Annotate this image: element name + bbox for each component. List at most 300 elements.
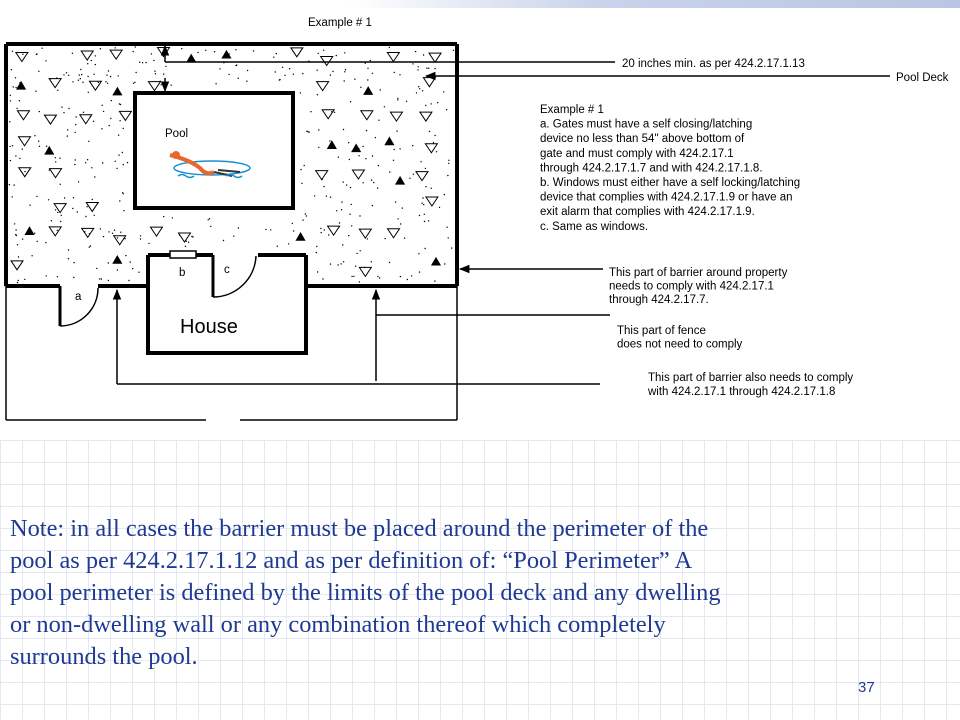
deck-triangle [396, 177, 404, 184]
deck-dot [188, 242, 189, 243]
deck-dot [68, 258, 69, 259]
deck-dot [322, 179, 323, 180]
deck-dot [68, 75, 69, 76]
deck-dot [103, 111, 104, 112]
deck-dot [366, 130, 367, 131]
deck-dot [39, 111, 40, 112]
deck-dot [135, 72, 136, 73]
deck-dot [422, 90, 423, 91]
deck-dot [161, 84, 162, 85]
callout-barrier [609, 267, 788, 306]
deck-dot [350, 101, 351, 102]
deck-dot [318, 129, 319, 130]
deck-dot [15, 155, 16, 156]
deck-dot [351, 204, 352, 205]
deck-dot [29, 228, 30, 229]
deck-dot [423, 54, 424, 55]
deck-dot [87, 159, 88, 160]
deck-dot [337, 264, 338, 265]
deck-dot [93, 74, 94, 75]
deck-dot [73, 262, 74, 263]
deck-dot [367, 238, 368, 239]
deck-dot [277, 246, 278, 247]
deck-dot [320, 228, 321, 229]
deck-triangle [178, 233, 190, 242]
deck-dot [348, 235, 349, 236]
deck-dot [302, 73, 303, 74]
deck-dot [247, 70, 248, 71]
deck-dot [372, 73, 373, 74]
deck-dot [448, 163, 449, 164]
deck-dot [400, 223, 401, 224]
deck-dot [72, 81, 73, 82]
deck-dot [364, 267, 365, 268]
deck-dot [115, 47, 116, 48]
deck-dot [77, 211, 78, 212]
deck-dot [91, 167, 92, 168]
deck-dot [344, 71, 345, 72]
deck-dot [17, 244, 18, 245]
deck-dot [360, 87, 361, 88]
deck-dot [448, 160, 449, 161]
deck-dot [57, 212, 58, 213]
deck-dot [88, 141, 89, 142]
deck-dot [205, 50, 206, 51]
deck-dot [359, 215, 360, 216]
deck-dot [12, 145, 13, 146]
deck-dot [63, 74, 64, 75]
window-b-label: b [179, 267, 186, 279]
deck-dot [275, 71, 276, 72]
deck-triangle [385, 137, 393, 144]
deck-dot [127, 162, 128, 163]
deck-triangle [82, 228, 94, 237]
deck-dot [123, 128, 124, 129]
text-line: This part of barrier around property [609, 267, 788, 279]
deck-dot [426, 68, 427, 69]
deck-dot [94, 215, 95, 216]
deck-dot [253, 50, 254, 51]
deck-dot [72, 53, 73, 54]
deck-dot [350, 187, 351, 188]
deck-dot [57, 276, 58, 277]
deck-dot [122, 152, 123, 153]
text-line: c. Same as windows. [540, 220, 649, 233]
deck-dot [91, 60, 92, 61]
deck-dot [46, 275, 47, 276]
deck-dot [56, 77, 57, 78]
deck-dot [38, 71, 39, 72]
deck-dot [9, 146, 10, 147]
deck-dot [22, 238, 23, 239]
deck-triangle [352, 170, 364, 179]
deck-dot [60, 221, 61, 222]
deck-dot [314, 195, 315, 196]
deck-dot [402, 207, 403, 208]
deck-dot [436, 151, 437, 152]
deck-triangle [316, 171, 328, 180]
deck-dot [223, 240, 224, 241]
text-line: through 424.2.17.1.7 and with 424.2.17.1.8. [540, 162, 763, 175]
deck-dot [443, 91, 444, 92]
deck-dot [451, 247, 452, 248]
deck-triangle [426, 197, 438, 206]
deck-dot [419, 271, 420, 272]
deck-dot [163, 73, 164, 74]
deck-triangle [80, 115, 92, 124]
deck-dot [292, 223, 293, 224]
deck-dot [179, 235, 180, 236]
deck-triangle [150, 227, 162, 236]
deck-dot [424, 248, 425, 249]
deck-dot [439, 207, 440, 208]
deck-triangle [89, 81, 101, 90]
deck-dot [11, 69, 12, 70]
text-line: gate and must comply with 424.2.17.1 [540, 147, 734, 160]
deck-dot [89, 233, 90, 234]
deck-triangle [86, 202, 98, 211]
deck-dot [165, 66, 166, 67]
deck-dot [210, 226, 211, 227]
deck-dot [424, 214, 425, 215]
deck-dot [109, 125, 110, 126]
deck-dot [78, 181, 79, 182]
deck-dot [61, 215, 62, 216]
deck-dot [279, 79, 280, 80]
deck-dot [344, 52, 345, 53]
deck-dot [418, 86, 419, 87]
deck-dot [328, 234, 329, 235]
deck-dot [118, 154, 119, 155]
deck-dot [46, 146, 47, 147]
deck-dot [389, 262, 390, 263]
deck-dot [116, 168, 117, 169]
deck-triangle [425, 144, 437, 153]
deck-dot [317, 271, 318, 272]
deck-dot [68, 249, 69, 250]
deck-dot [10, 100, 11, 101]
deck-dot [330, 74, 331, 75]
deck-dot [80, 69, 81, 70]
deck-triangle [317, 82, 329, 91]
deck-dot [67, 135, 68, 136]
deck-dot [31, 255, 32, 256]
deck-dot [19, 158, 20, 159]
pool-label: Pool [165, 128, 189, 140]
deck-dot [55, 157, 56, 158]
deck-dot [79, 74, 80, 75]
deck-dot [417, 69, 418, 70]
deck-dot [246, 81, 247, 82]
deck-dot [117, 269, 118, 270]
deck-dot [209, 218, 210, 219]
deck-dot [393, 160, 394, 161]
deck-dot [424, 221, 425, 222]
deck-dot [397, 98, 398, 99]
deck-dot [276, 53, 277, 54]
deck-triangle [44, 115, 56, 124]
deck-dot [420, 161, 421, 162]
deck-dot [118, 75, 119, 76]
deck-triangle [423, 78, 435, 87]
deck-dot [24, 279, 25, 280]
deck-dot [51, 220, 52, 221]
deck-dot [34, 135, 35, 136]
deck-dot [389, 47, 390, 48]
deck-triangle [119, 111, 131, 120]
house-label: House [180, 316, 238, 338]
deck-dot [68, 108, 69, 109]
deck-dot [9, 184, 10, 185]
deck-dot [422, 197, 423, 198]
deck-dot [112, 233, 113, 234]
text-line: through 424.2.17.7. [609, 293, 709, 306]
deck-dot [35, 91, 36, 92]
deck-dot [354, 79, 355, 80]
deck-dot [423, 204, 424, 205]
deck-dot [18, 280, 19, 281]
deck-dot [18, 256, 19, 257]
deck-dot [123, 164, 124, 165]
deck-dot [39, 146, 40, 147]
deck-dot [367, 68, 368, 69]
deck-dot [323, 50, 324, 51]
deck-dot [118, 135, 119, 136]
deck-dot [48, 199, 49, 200]
deck-dot [362, 146, 363, 147]
deck-dot [349, 159, 350, 160]
deck-dot [191, 236, 192, 237]
deck-dot [140, 235, 141, 236]
deck-dot [135, 46, 136, 47]
deck-dot [22, 149, 23, 150]
fence-leader [376, 290, 610, 381]
deck-dot [148, 243, 149, 244]
text-line: This part of barrier also needs to comply [648, 372, 854, 384]
deck-dot [353, 276, 354, 277]
deck-dot [358, 155, 359, 156]
deck-dot [394, 72, 395, 73]
text-line: This part of fence [617, 325, 706, 337]
deck-dot [19, 82, 20, 83]
deck-dot [289, 68, 290, 69]
deck-dot [343, 129, 344, 130]
deck-dot [341, 209, 342, 210]
deck-dot [351, 276, 352, 277]
deck-triangle [81, 51, 93, 60]
deck-dot [324, 229, 325, 230]
deck-dot [355, 266, 356, 267]
deck-dot [342, 244, 343, 245]
deck-dot [428, 68, 429, 69]
deck-dot [63, 112, 64, 113]
deck-dot [49, 170, 50, 171]
text-line: exit alarm that complies with 424.2.17.1.9. [540, 206, 755, 219]
deck-dot [114, 230, 115, 231]
deck-dot [80, 78, 81, 79]
deck-dot [419, 88, 420, 89]
deck-dot [90, 116, 91, 117]
deck-dot [316, 252, 317, 253]
deck-dot [155, 73, 156, 74]
clearance-label: 20 inches min. as per 424.2.17.1.13 [622, 58, 805, 70]
deck-dot [38, 141, 39, 142]
note-line: or non-dwelling wall or any combination thereof which completely [10, 611, 666, 638]
deck-dot [345, 69, 346, 70]
diagram-title: Example # 1 [308, 17, 372, 29]
deck-triangle [364, 87, 372, 94]
deck-dot [344, 80, 345, 81]
deck-triangle [296, 233, 304, 240]
deck-dot [13, 184, 14, 185]
note-line: surrounds the pool. [10, 643, 198, 670]
deck-dot [371, 179, 372, 180]
deck-dot [73, 197, 74, 198]
deck-dot [373, 182, 374, 183]
deck-dot [163, 216, 164, 217]
deck-dot [300, 169, 301, 170]
deck-dot [132, 268, 133, 269]
deck-dot [16, 235, 17, 236]
deck-dot [74, 164, 75, 165]
deck-dot [75, 116, 76, 117]
deck-dot [317, 94, 318, 95]
deck-dot [363, 182, 364, 183]
deck-dot [119, 200, 120, 201]
pool-outline [135, 93, 293, 208]
deck-dot [412, 145, 413, 146]
deck-dot [110, 118, 111, 119]
deck-dot [108, 70, 109, 71]
deck-triangle [432, 258, 440, 265]
deck-dot [16, 108, 17, 109]
deck-triangle [187, 55, 195, 62]
deck-dot [197, 52, 198, 53]
deck-dot [105, 81, 106, 82]
deck-dot [448, 237, 449, 238]
deck-dot [66, 72, 67, 73]
deck-dot [446, 109, 447, 110]
deck-dot [29, 205, 30, 206]
door-c [213, 255, 256, 297]
deck-dot [428, 220, 429, 221]
deck-dot [95, 55, 96, 56]
deck-triangle [16, 53, 28, 62]
deck-dot [235, 49, 236, 50]
deck-dot [120, 104, 121, 105]
deck-dot [380, 89, 381, 90]
deck-dot [108, 231, 109, 232]
deck-dot [17, 282, 18, 283]
deck-dot [377, 187, 378, 188]
note-line: pool as per 424.2.17.1.12 and as per definition of: “Pool Perimeter” A [10, 547, 693, 574]
deck-dot [367, 79, 368, 80]
deck-dot [64, 197, 65, 198]
deck-dot [134, 82, 135, 83]
deck-dot [358, 148, 359, 149]
deck-dot [14, 223, 15, 224]
deck-dot [85, 162, 86, 163]
deck-dot [330, 197, 331, 198]
deck-dot [429, 131, 430, 132]
deck-triangle [328, 141, 336, 148]
deck-dot [416, 92, 417, 93]
deck-dot [310, 111, 311, 112]
deck-dot [15, 77, 16, 78]
deck-dot [304, 165, 305, 166]
deck-dot [84, 231, 85, 232]
deck-triangle [148, 82, 160, 91]
deck-dot [338, 157, 339, 158]
deck-dot [238, 78, 239, 79]
deck-dot [336, 210, 337, 211]
text-line: needs to comply with 424.2.17.1 [609, 280, 774, 293]
deck-dot [151, 53, 152, 54]
deck-triangle [110, 50, 122, 59]
deck-dot [9, 121, 10, 122]
deck-dot [96, 268, 97, 269]
deck-triangle [321, 57, 333, 66]
deck-dot [57, 90, 58, 91]
deck-dot [83, 112, 84, 113]
deck-dot [425, 105, 426, 106]
page-number: 37 [858, 679, 875, 696]
pool-deck-label: Pool Deck [896, 72, 949, 84]
deck-dot [395, 201, 396, 202]
deck-dot [61, 106, 62, 107]
deck-dot [60, 184, 61, 185]
deck-dot [75, 132, 76, 133]
deck-dot [142, 62, 143, 63]
deck-dot [351, 225, 352, 226]
window-b [170, 251, 196, 258]
note-line: pool perimeter is defined by the limits of the pool deck and any dwelling [10, 579, 721, 606]
deck-dot [94, 176, 95, 177]
example-text-block [540, 104, 800, 233]
deck-dot [88, 92, 89, 93]
deck-dot [453, 50, 454, 51]
gate-a-label: a [75, 291, 82, 303]
deck-dot [434, 68, 435, 69]
deck-dot [397, 218, 398, 219]
deck-dot [394, 149, 395, 150]
deck-dot [389, 171, 390, 172]
deck-dot [102, 162, 103, 163]
deck-dot [111, 100, 112, 101]
deck-dot [138, 272, 139, 273]
deck-dot [288, 243, 289, 244]
deck-dot [103, 236, 104, 237]
deck-dot [359, 281, 360, 282]
deck-dot [404, 238, 405, 239]
deck-dot [133, 51, 134, 52]
deck-dot [73, 277, 74, 278]
deck-dot [101, 278, 102, 279]
deck-dot [229, 53, 230, 54]
deck-dot [372, 205, 373, 206]
deck-dot [372, 155, 373, 156]
deck-dot [399, 148, 400, 149]
deck-dot [101, 128, 102, 129]
deck-dot [238, 227, 239, 228]
text-line: does not need to comply [617, 338, 743, 351]
deck-dot [100, 48, 101, 49]
deck-dot [130, 261, 131, 262]
deck-dot [265, 229, 266, 230]
deck-dot [407, 279, 408, 280]
deck-dot [140, 238, 141, 239]
deck-triangle [390, 112, 402, 121]
